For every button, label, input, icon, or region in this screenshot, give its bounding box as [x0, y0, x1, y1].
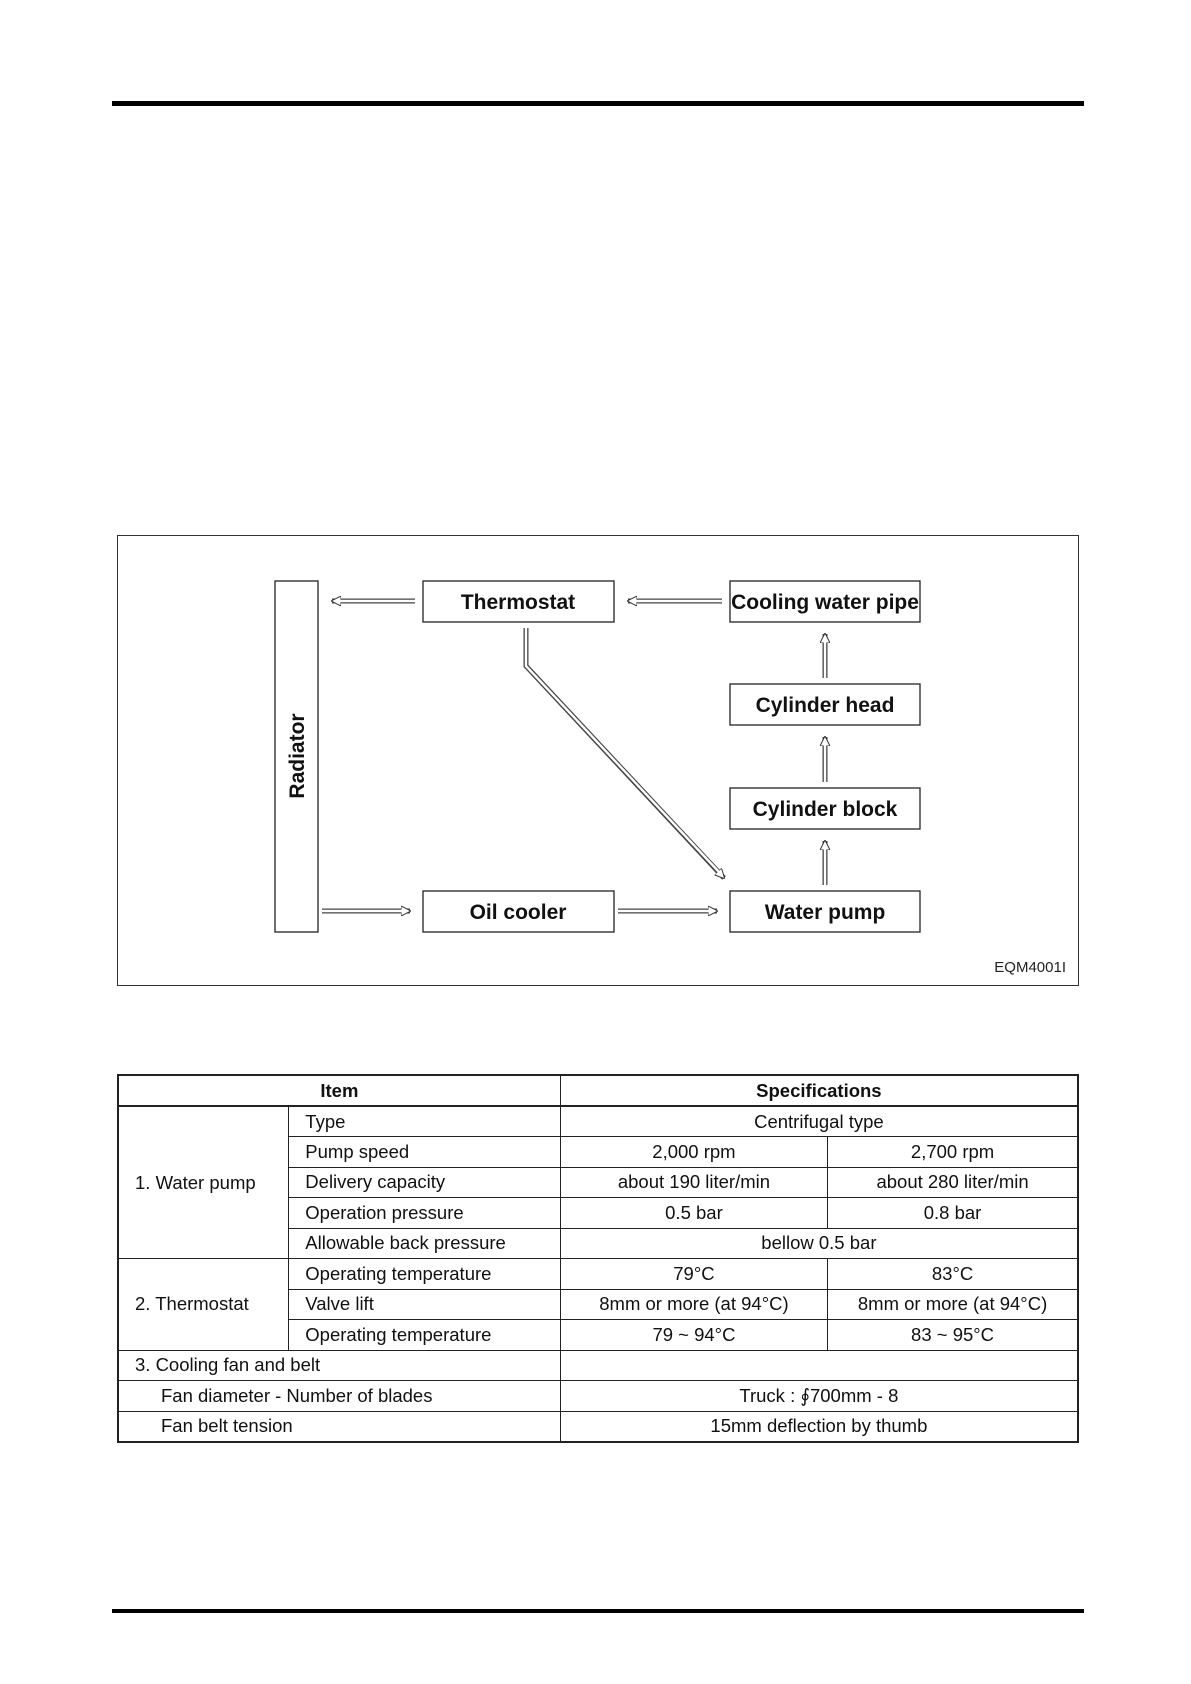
group-cooling-fan: 3. Cooling fan and belt: [118, 1350, 560, 1381]
oil-cooler-label: Oil cooler: [469, 901, 567, 924]
row-label: Operating temperature: [289, 1320, 560, 1351]
cooling-water-pipe-label: Cooling water pipe: [731, 591, 919, 614]
header-specifications: Specifications: [560, 1075, 1078, 1106]
cylinder-block-label: Cylinder block: [752, 798, 898, 821]
arrow-inner-lines: [322, 601, 825, 911]
thermostat-label: Thermostat: [460, 591, 576, 614]
row-value: 0.5 bar: [560, 1198, 827, 1229]
water-pump-label: Water pump: [764, 901, 886, 924]
table-row: [118, 1259, 1078, 1290]
row-value: 83°C: [828, 1259, 1078, 1290]
row-value-empty: [560, 1350, 1078, 1381]
row-label: Operation pressure: [289, 1198, 560, 1229]
arrow-thermostat-to-pump: [526, 628, 724, 878]
row-label: Allowable back pressure: [289, 1228, 560, 1259]
row-value: about 280 liter/min: [828, 1167, 1078, 1198]
row-label: Valve lift: [289, 1289, 560, 1320]
row-label: Delivery capacity: [289, 1167, 560, 1198]
header-item: Item: [118, 1075, 560, 1106]
radiator-label: Radiator: [286, 713, 309, 799]
row-label: Type: [289, 1106, 560, 1137]
row-label: Operating temperature: [289, 1259, 560, 1290]
row-value: 2,000 rpm: [560, 1137, 827, 1168]
table-row: [118, 1381, 1078, 1412]
row-value: 15mm deflection by thumb: [560, 1411, 1078, 1442]
cooling-flow-diagram: [117, 535, 1079, 986]
table-row: [118, 1106, 1078, 1137]
footer-rule: [112, 1609, 1084, 1613]
row-value: 0.8 bar: [828, 1198, 1078, 1229]
row-value: 2,700 rpm: [828, 1137, 1078, 1168]
group-water-pump: 1. Water pump: [118, 1106, 289, 1259]
row-label: Fan belt tension: [118, 1411, 560, 1442]
row-value: 83 ~ 95°C: [828, 1320, 1078, 1351]
table-row: [118, 1411, 1078, 1442]
group-thermostat: 2. Thermostat: [118, 1259, 289, 1351]
row-value: Centrifugal type: [560, 1106, 1078, 1137]
row-label: Pump speed: [289, 1137, 560, 1168]
row-value: about 190 liter/min: [560, 1167, 827, 1198]
row-value: bellow 0.5 bar: [560, 1228, 1078, 1259]
row-value: Truck : ∮700mm - 8: [560, 1381, 1078, 1412]
table-row: [118, 1350, 1078, 1381]
figure-code: EQM4001I: [994, 959, 1066, 976]
specifications-table: [117, 1074, 1079, 1443]
row-value: 79°C: [560, 1259, 827, 1290]
cylinder-head-label: Cylinder head: [755, 694, 895, 717]
flow-arrows: [322, 601, 825, 911]
row-value: 8mm or more (at 94°C): [560, 1289, 827, 1320]
flow-diagram-svg: [118, 536, 1080, 987]
row-value: 8mm or more (at 94°C): [828, 1289, 1078, 1320]
header-rule: [112, 101, 1084, 106]
row-value: 79 ~ 94°C: [560, 1320, 827, 1351]
table-header-row: [118, 1075, 1078, 1106]
row-label: Fan diameter - Number of blades: [118, 1381, 560, 1412]
